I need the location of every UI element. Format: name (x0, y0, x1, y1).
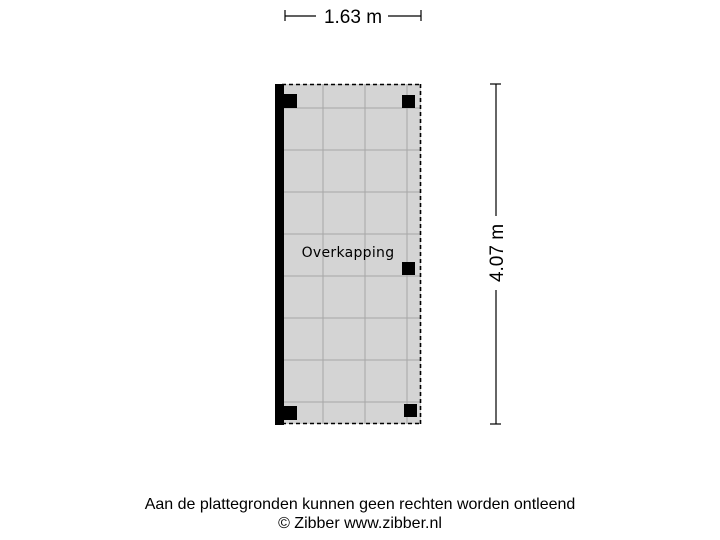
copyright-text: © Zibber www.zibber.nl (278, 515, 442, 532)
width-label: 1.63 m (323, 7, 383, 28)
room-overkapping (275, 84, 421, 425)
wall (275, 84, 284, 425)
post-bottom-left (283, 406, 297, 420)
post-top-left (283, 94, 297, 108)
width-dimension (285, 7, 421, 28)
height-label: 4.07 m (487, 223, 508, 283)
height-dimension (487, 84, 508, 424)
disclaimer-text: Aan de plattegronden kunnen geen rechten worden ontleend (144, 496, 576, 513)
post-top-right (402, 95, 415, 108)
post-bottom-right (404, 404, 417, 417)
post-middle-right (402, 262, 415, 275)
room-label: Overkapping (301, 245, 395, 261)
